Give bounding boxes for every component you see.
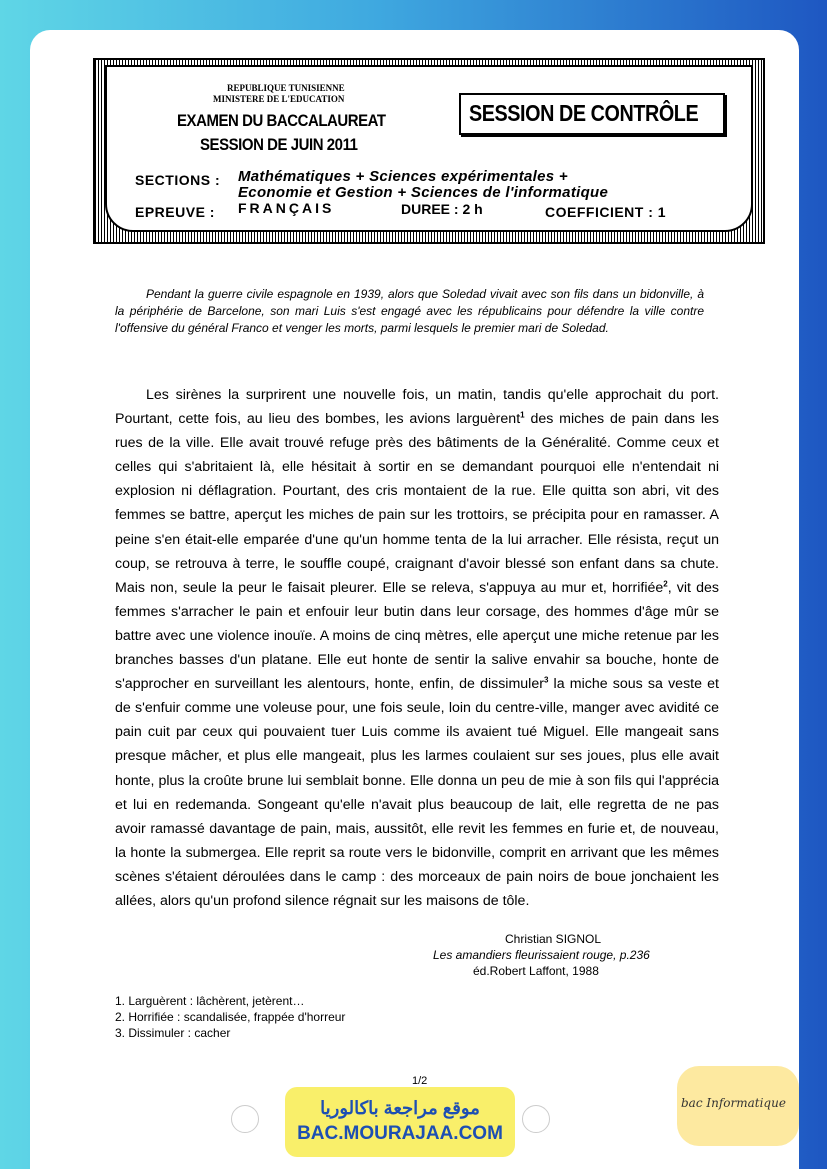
exam-title: EXAMEN DU BACCALAUREAT: [177, 111, 386, 130]
bac-informatique-badge: [677, 1066, 799, 1146]
sections-label: SECTIONS :: [135, 172, 221, 188]
footnote-2: 2. Horrifiée : scandalisée, frappée d'horreur: [115, 1010, 346, 1024]
coefficient: COEFFICIENT : 1: [545, 204, 667, 220]
footnote-ref-2: 2: [663, 579, 668, 589]
footnote-1: 1. Larguèrent : lâchèrent, jetèrent…: [115, 994, 305, 1008]
duree: DUREE : 2 h: [401, 201, 483, 217]
main-text: [115, 383, 719, 913]
text-part-4: la miche sous sa veste et de s'enfuir comme une voleuse pour, une fois seule, loin du centre-ville, manger avec avidité ce pain cuit par ceux qui pouvaient tuer Luis comme ils avaient tué Miguel. Elle mangeait sans presque mâcher, et plus elle mangeait, plus les larmes coulaient sur ses joues, plus elle avait honte, plus la croûte brune lui semblait bonne. Elle donna un peu de mie à son fils qui l'apprécia et lui en redemanda. Songeant qu'elle n'avait plus beaucoup de lait, elle regretta de ne pas avoir ramassé davantage de pain, mais, aussitôt, elle revit les femmes en furie et, de nouveau, la honte la submergea. Elle reprit sa route vers le bidonville, comprit en arrivant que les mêmes scènes s'étaient déroulées dans le camp : des morceaux de pain noirs de boue jonchaient les allées, alors qu'un profond silence régnait sur les maisons de tôle.: [115, 676, 719, 909]
site-logo-icon-right: [522, 1105, 550, 1133]
banner-url-link[interactable]: BAC.MOURAJAA.COM: [297, 1123, 503, 1144]
session-type-box: [459, 93, 725, 135]
sections-line-1: Mathématiques + Sciences expérimentales +: [238, 168, 568, 185]
text-part-2: des miches de pain dans les rues de la ville. Elle avait trouvé refuge près des bâtiments de la Généralité. Comme ceux et celles qui s'abritaient là, elle hésitait à sortir en se demandant pourquoi elle n'entendait ni explosion ni déflagration. Pourtant, des cris montaient de la rue. Elle quitta son abri, vit des femmes se battre, aperçut les miches de pain sur les trottoirs, se précipita pour en ramasser. A peine s'en était-elle emparée d'une qu'un homme tenta de la lui arracher. Elle résista, reçut un coup, se retrouva à terre, le souffle coupé, craignant d'avoir blessé son enfant dans sa chute. Mais non, seule la peur le faisait pleurer. Elle se releva, s'appuya au mur et, horrifiée: [115, 411, 719, 596]
footnote-ref-3: 3: [543, 675, 549, 685]
session-date: SESSION DE JUIN 2011: [200, 135, 358, 154]
epreuve-label: EPREUVE :: [135, 204, 215, 220]
sections-line-2: Economie et Gestion + Sciences de l'informatique: [238, 184, 609, 201]
header-frame: [93, 58, 765, 244]
footnote-3: 3. Dissimuler : cacher: [115, 1026, 231, 1040]
header-box: [105, 65, 753, 232]
citation-edition: éd.Robert Laffont, 1988: [473, 964, 599, 978]
session-type: SESSION DE CONTRÔLE: [469, 100, 699, 126]
badge-text: bac Informatique: [681, 1096, 786, 1110]
footnote-ref-1: 1: [520, 410, 525, 420]
exam-page: [30, 30, 799, 1169]
citation-book: Les amandiers fleurissaient rouge, p.236: [433, 948, 650, 962]
text-part-3: , vit des femmes s'arracher le pain et enfouir leur butin dans leur corsage, des hommes d'âge mûr se battre avec une violence inouïe. A moins de cinq mètres, elle aperçut une miche retenue par les branches basses d'un platane. Elle eut honte de sentir la salive envahir sa bouche, honte de s'approcher en surveillant les alentours, honte, enfin, de dissimuler: [115, 579, 720, 693]
banner-arabic-text: موقع مراجعة باكالوريا: [320, 1098, 480, 1118]
epreuve-value: FRANÇAIS: [238, 200, 335, 216]
citation-author: Christian SIGNOL: [505, 932, 602, 946]
text-part-1: Les sirènes la surprirent une nouvelle fois, un matin, tandis qu'elle approchait du port. Pourtant, cette fois, au lieu des bombes, les avions larguèrent: [115, 387, 719, 428]
republic-label: REPUBLIQUE TUNISIENNE: [227, 83, 345, 93]
ministry-label: MINISTERE DE L'EDUCATION: [213, 94, 345, 104]
page-number: 1/2: [412, 1075, 428, 1087]
site-logo-icon: [231, 1105, 259, 1133]
site-banner[interactable]: [285, 1087, 515, 1157]
intro-paragraph: Pendant la guerre civile espagnole en 1939, alors que Soledad vivait avec son fils dans un bidonville, à la périphérie de Barcelone, son mari Luis s'est engagé avec les républicains pour défendre la ville contre l'offensive du général Franco et venger les morts, parmi lesquels le premier mari de Soledad.: [115, 287, 704, 335]
